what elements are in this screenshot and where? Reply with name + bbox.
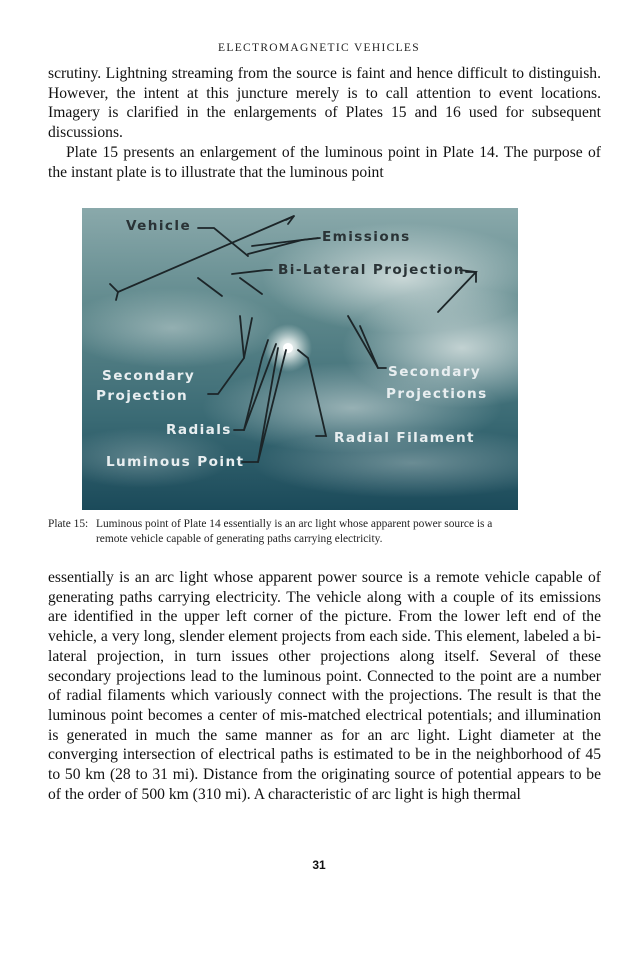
label-secondary-left-1: Secondary [102,368,196,384]
luminous-point-core [283,343,293,353]
label-bilateral-projection: Bi-Lateral Projection [278,262,466,278]
plate-15-illustration [82,208,518,510]
label-secondary-right-1: Secondary [388,364,482,380]
label-emissions: Emissions [322,229,411,245]
paragraph-continuation: scrutiny. Lightning streaming from the source is faint and hence difficult to distinguish. However, the intent at this juncture merely is to call attention to event locations. Imagery is clarified in the enlargements of Plates 15 and 16 used for subsequent discussions. [48,65,601,142]
label-secondary-right-2: Projections [386,386,488,402]
plate-caption [48,517,608,546]
label-radials: Radials [166,422,232,438]
label-vehicle: Vehicle [126,218,192,234]
label-secondary-left-2: Projection [96,388,189,404]
running-head: ELECTROMAGNETIC VEHICLES [218,42,420,54]
caption-prefix: Plate 15: [48,518,89,530]
caption-line-1: Luminous point of Plate 14 essentially is an arc light whose apparent power source is a [96,518,493,530]
body-text-top [48,64,601,182]
plate-15-photo [82,208,518,510]
paragraph-plate-15-intro: Plate 15 presents an enlargement of the luminous point in Plate 14. The purpose of the instant plate is to illustrate that the luminous point [48,143,601,181]
caption-line-2: remote vehicle capable of generating paths carrying electricity. [96,532,383,545]
body-text-bottom: essentially is an arc light whose apparent power source is a remote vehicle capable of generating paths carrying electricity. The vehicle along with a couple of its emissions are identified in the upper left corner of the picture. From the lower left end of the vehicle, a very long, slender element projects from each side. This element, labeled a bi-lateral projection, in turn issues other projections along itself. Several of these secondary projections lead to the luminous point. Connected to the point are a number of radial filaments which variously connect with the projections. The result is that the luminous point becomes a center of mis-matched electrical potentials; and illumination is generated in much the same manner as for an arc light. Light diameter at the converging intersection of electrical paths is estimated to be in the neighborhood of 45 to 50 km (28 to 31 mi). Distance from the originating source of potential appears to be of the order of 500 km (310 mi). A characteristic of arc light is high thermal [48,569,601,803]
page-number: 31 [312,858,326,872]
label-luminous-point: Luminous Point [106,454,245,470]
label-radial-filament: Radial Filament [334,430,475,446]
